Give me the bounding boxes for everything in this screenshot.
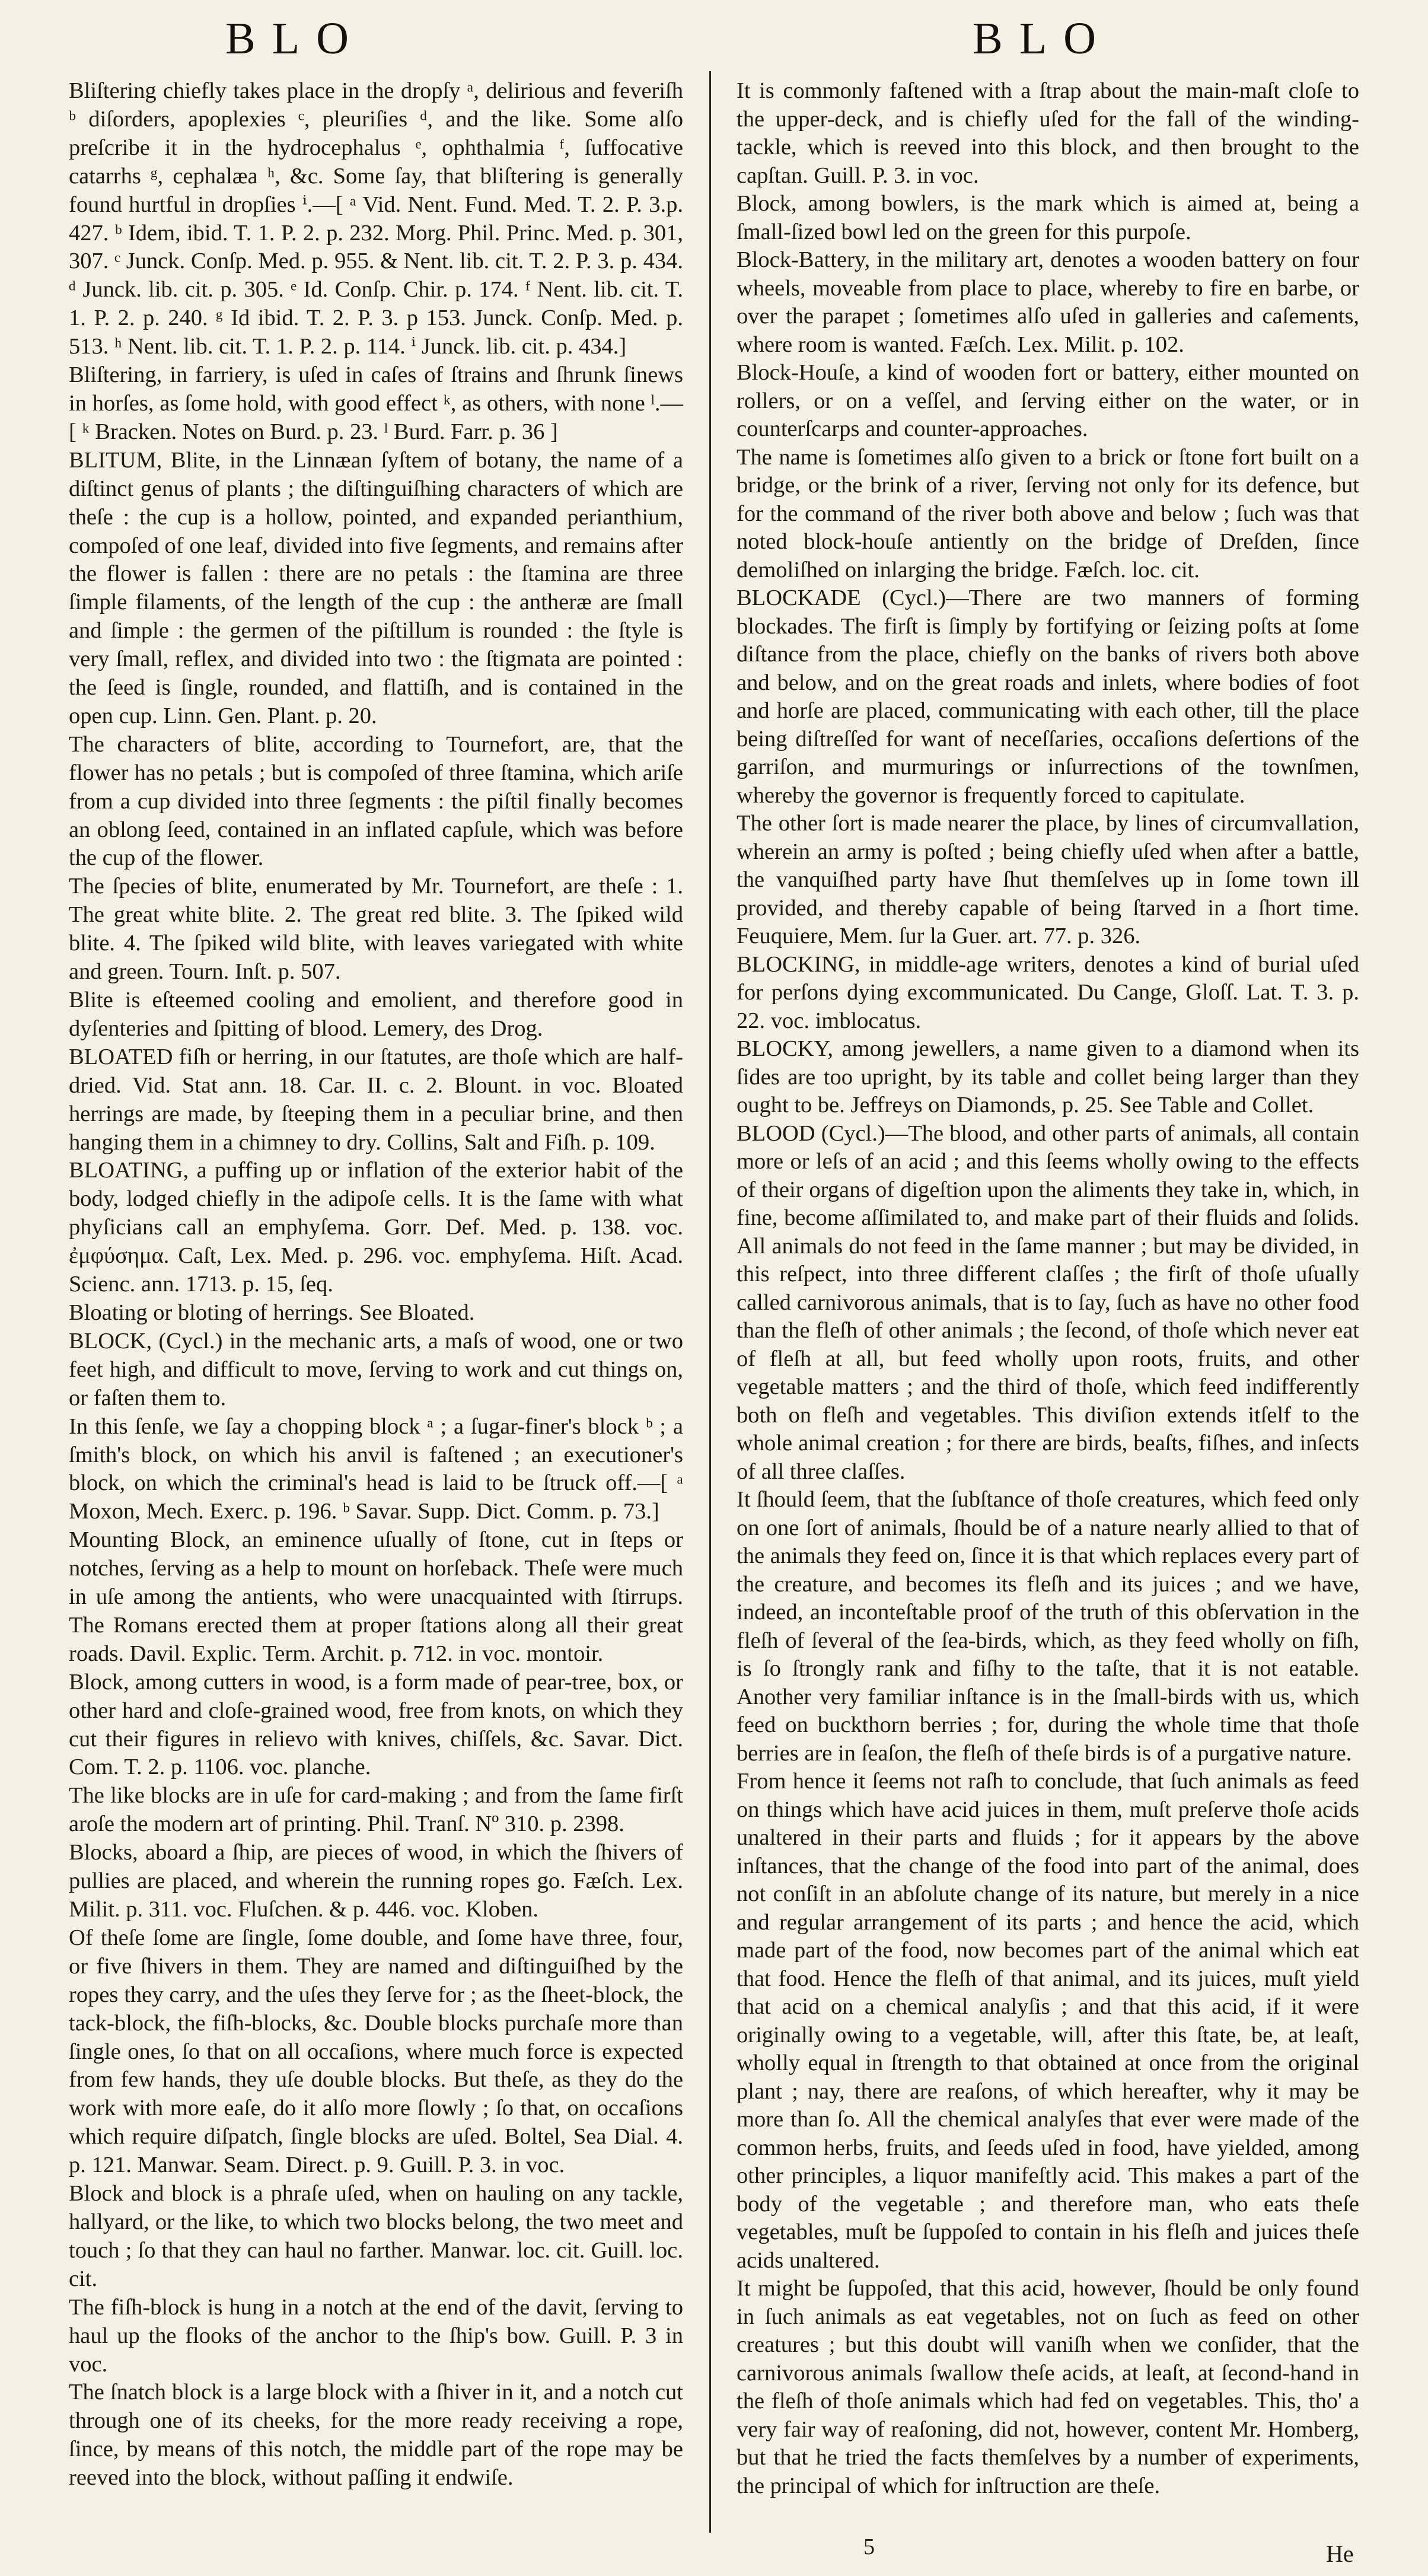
page-headword-right: BLO (973, 14, 1113, 63)
entry-paragraph: Bliſtering chiefly takes place in the dropſy ᵃ, delirious and feveriſh ᵇ diſorders, apoplexies ᶜ, pleuriſies ᵈ, and the like. Some alſo preſcribe it in the hydrocephalus ᵉ, ophthalmia ᶠ, ſuffocative catarrhs ᵍ, cephalæa ʰ, &c. Some ſay, that bliſtering is generally found hurtful in dropſies ⁱ.—[ ᵃ Vid. Nent. Fund. Med. T. 2. P. 3.p. 427. ᵇ Idem, ibid. T. 1. P. 2. p. 232. Morg. Phil. Princ. Med. p. 301, 307. ᶜ Junck. Conſp. Med. p. 955. & Nent. lib. cit. T. 2. P. 3. p. 434. ᵈ Junck. lib. cit. p. 305. ᵉ Id. Conſp. Chir. p. 174. ᶠ Nent. lib. cit. T. 1. P. 2. p. 240. ᵍ Id ibid. T. 2. P. 3. p 153. Junck. Conſp. Med. p. 513. ʰ Nent. lib. cit. T. 1. P. 2. p. 114. ⁱ Junck. lib. cit. p. 434.] (69, 78, 683, 359)
page-headword-left: BLO (225, 14, 365, 63)
entry-paragraph: BLOATED fiſh or herring, in our ſtatutes, are thoſe which are half-dried. Vid. Stat ann. 18. Car. II. c. 2. Blount. in voc. Bloated herrings are made, by ſteeping them in a peculiar brine, and then hanging them in a chimney to dry. Collins, Salt and Fiſh. p. 109. (69, 1044, 683, 1155)
entry-paragraph: Block and block is a phraſe uſed, when on hauling on any tackle, hallyard, or the like, to which two blocks belong, the two meet and touch ; ſo that they can haul no farther. Manwar. loc. cit. Guill. loc. cit. (69, 2181, 683, 2291)
entry-paragraph: Block-Battery, in the military art, denotes a wooden battery on four wheels, moveable from place to place, whereby to fire en barbe, or over the parapet ; ſometimes alſo uſed in galleries and caſements, where room is wanted. Fæſch. Lex. Milit. p. 102. (737, 247, 1359, 357)
entry-paragraph: BLOCKING, in middle-age writers, denotes a kind of burial uſed for perſons dying excommunicated. Du Cange, Gloſſ. Lat. T. 3. p. 22. voc. imblocatus. (737, 951, 1359, 1033)
entry-paragraph: The characters of blite, according to Tournefort, are, that the flower has no petals ; but is compoſed of three ſtamina, which ariſe from a cup divided into three ſegments : the piſtil finally becomes an oblong ſeed, contained in an inflated capſule, which was before the cup of the flower. (69, 731, 683, 871)
entry-paragraph: It might be ſuppoſed, that this acid, however, ſhould be only found in ſuch animals as eat vegetables, not on ſuch as feed on other creatures ; but this doubt will vaniſh when we conſider, that the carnivorous animals ſwallow theſe acids, at leaſt, at ſecond-hand in the fleſh of thoſe animals which had fed on vegetables. This, tho' a very fair way of reaſoning, did not, however, content Mr. Homberg, but that he tried the facts themſelves by a number of experiments, the principal of which for inſtruction are theſe. (737, 2276, 1359, 2498)
entry-paragraph: Block, among bowlers, is the mark which is aimed at, being a ſmall-ſized bowl led on the green for this purpoſe. (737, 191, 1359, 244)
catchword: He (1326, 2540, 1354, 2567)
entry-paragraph: BLOCKY, among jewellers, a name given to a diamond when its ſides are too upright, by its table and collet being larger than they ought to be. Jeffreys on Diamonds, p. 25. See Table and Collet. (737, 1036, 1359, 1117)
entry-paragraph: The fiſh-block is hung in a notch at the end of the davit, ſerving to haul up the flooks of the anchor to the ſhip's bow. Guill. P. 3 in voc. (69, 2294, 683, 2377)
entry-paragraph: From hence it ſeems not raſh to conclude, that ſuch animals as feed on things which have acid juices in them, muſt preſerve thoſe acids unaltered in their parts and fluids ; for it appears by the above inſtances, that the change of the food into part of the animal, does not conſiſt in an abſolute change of its nature, but merely in a nice and regular arrangement of its parts ; and hence the acid, which made part of the food, now becomes part of the animal which eat that food. Hence the fleſh of that animal, and its juices, muſt yield that acid on a chemical analyſis ; and that this acid, if it were originally owing to a vegetable, will, after this ſtate, be, at leaſt, wholly equal in ſtrength to that obtained at once from the original plant ; nay, there are reaſons, of which hereafter, why it may be more than ſo. All the chemical analyſes that ever were made of the common herbs, fruits, and ſeeds uſed in food, have yielded, among other principles, a liquor manifeſtly acid. This makes a part of the body of the vegetable ; and therefore man, who eats theſe vegetables, muſt be ſuppoſed to contain in his fleſh and juices theſe acids unaltered. (737, 1769, 1359, 2273)
entry-paragraph: Mounting Block, an eminence uſually of ſtone, cut in ſteps or notches, ſerving as a help to mount on horſeback. Theſe were much in uſe among the antients, who were unacquainted with ſtirrups. The Romans erected them at proper ſtations along all their great roads. Davil. Explic. Term. Archit. p. 712. in voc. montoir. (69, 1527, 683, 1666)
signature-mark: 5 (863, 2534, 875, 2559)
entry-paragraph: The name is ſometimes alſo given to a brick or ſtone fort built on a bridge, or the brink of a river, ſerving not only for its defence, but for the command of the river both above and below ; ſuch was that noted block-houſe antiently on the bridge of Dreſden, ſince demoliſhed on inlarging the bridge. Fæſch. loc. cit. (737, 444, 1359, 582)
entry-paragraph: In this ſenſe, we ſay a chopping block ᵃ ; a ſugar-finer's block ᵇ ; a ſmith's block, on which his anvil is faſtened ; an executioner's block, on which the criminal's head is laid to be ſtruck off.—[ ᵃ Moxon, Mech. Exerc. p. 196. ᵇ Savar. Supp. Dict. Comm. p. 73.] (69, 1413, 683, 1524)
entry-paragraph: Bliſtering, in farriery, is uſed in caſes of ſtrains and ſhrunk ſinews in horſes, as ſome hold, with good effect ᵏ, as others, with none ˡ.—[ ᵏ Bracken. Notes on Burd. p. 23. ˡ Burd. Farr. p. 36 ] (69, 362, 683, 444)
entry-paragraph: It ſhould ſeem, that the ſubſtance of thoſe creatures, which feed only on one ſort of animals, ſhould be of a nature nearly allied to that of the animals they feed on, ſince it is that which replaces every part of the creature, and becomes its fleſh and its juices ; and we have, indeed, an inconteſtable proof of the truth of this obſervation in the fleſh of ſeveral of the ſea-birds, which, as they feed wholly on fiſh, is ſo ſtrongly rank and fiſhy to the taſte, that it is not eatable. Another very familiar inſtance is in the ſmall-birds with us, which feed on buckthorn berries ; for, during the whole time that thoſe berries are in ſeaſon, the fleſh of theſe birds is of a purgative nature. (737, 1487, 1359, 1766)
entry-paragraph: Block-Houſe, a kind of wooden fort or battery, either mounted on rollers, or on a veſſel, and ſerving either on the water, or in counterſcarps and counter-approaches. (737, 360, 1359, 441)
column-divider (709, 71, 711, 2533)
entry-paragraph: The ſnatch block is a large block with a ſhiver in it, and a notch cut through one of its cheeks, for the more ready receiving a rope, ſince, by means of this notch, the middle part of the rope may be reeved into the block, without paſſing it endwiſe. (69, 2380, 683, 2491)
entry-paragraph: BLOCK, (Cycl.) in the mechanic arts, a maſs of wood, one or two feet high, and difficult to move, ſerving to work and cut things on, or faſten them to. (69, 1328, 683, 1410)
entry-paragraph: The like blocks are in uſe for card-making ; and from the ſame firſt aroſe the modern art of printing. Phil. Tranſ. Nº 310. p. 2398. (69, 1783, 683, 1837)
entry-paragraph: It is commonly faſtened with a ſtrap about the main-maſt cloſe to the upper-deck, and is chiefly uſed for the fall of the winding-tackle, which is reeved into this block, and then brought to the capſtan. Guill. P. 3. in voc. (737, 78, 1359, 188)
entry-paragraph: The ſpecies of blite, enumerated by Mr. Tournefort, are theſe : 1. The great white blite. 2. The great red blite. 3. The ſpiked wild blite. 4. The ſpiked wild blite, with leaves variegated with white and green. Tourn. Inſt. p. 507. (69, 874, 683, 985)
entry-paragraph: BLOCKADE (Cycl.)—There are two manners of forming blockades. The firſt is ſimply by fortifying or ſeizing poſts at ſome diſtance from the place, chiefly on the banks of rivers both above and below, and on the great roads and inlets, where bodies of foot and horſe are placed, communicating with each other, till the place being diſtreſſed for want of neceſſaries, occaſions deſertions of the garriſon, and murmurings or inſurrections of the townſmen, whereby the governor is frequently forced to capitulate. (737, 585, 1359, 808)
right-column (737, 77, 1359, 2500)
entry-paragraph: The other ſort is made nearer the place, by lines of circumvallation, wherein an army is poſted ; being chiefly uſed when after a battle, the vanquiſhed party have ſhut themſelves up in ſome town ill provided, and thereby capable of being ſtarved in a ſhort time. Feuquiere, Mem. ſur la Guer. art. 77. p. 326. (737, 811, 1359, 948)
entry-paragraph: Blite is eſteemed cooling and emolient, and therefore good in dyſenteries and ſpitting of blood. Lemery, des Drog. (69, 988, 683, 1041)
entry-paragraph: BLOOD (Cycl.)—The blood, and other parts of animals, all contain more or leſs of an acid ; and this ſeems wholly owing to the effects of their organs of digeſtion upon the aliments they take in, which, in fine, become aſſimilated to, and make part of their fluids and ſolids. All animals do not feed in the ſame manner ; but may be divided, in this reſpect, into three different claſſes ; the firſt of thoſe uſually called carnivorous animals, that is to ſay, ſuch as have no other food than the fleſh of other animals ; the ſecond, of thoſe which never eat of fleſh at all, but feed wholly upon roots, fruits, and other vegetable matters ; and the third of thoſe, which feed indifferently both on fleſh and vegetables. This diviſion extends itſelf to the whole animal creation ; for there are birds, beaſts, fiſhes, and inſects of all three claſſes. (737, 1120, 1359, 1484)
entry-paragraph: BLITUM, Blite, in the Linnæan ſyſtem of botany, the name of a diſtinct genus of plants ; the diſtinguiſhing characters of which are theſe : the cup is a hollow, pointed, and expanded perianthium, compoſed of one leaf, divided into five ſegments, and remains after the flower is fallen : there are no petals : the ſtamina are three ſimple filaments, of the length of the cup : the antheræ are ſmall and ſimple : the germen of the piſtillum is rounded : the ſtyle is very ſmall, reflex, and divided into two : the ſtigmata are pointed : the ſeed is ſingle, rounded, and flattiſh, and is contained in the open cup. Linn. Gen. Plant. p. 20. (69, 447, 683, 728)
entry-paragraph: Of theſe ſome are ſingle, ſome double, and ſome have three, four, or five ſhivers in them. They are named and diſtinguiſhed by the ropes they carry, and the uſes they ſerve for ; as the ſheet-block, the tack-block, the fiſh-blocks, &c. Double blocks purchaſe more than ſingle ones, ſo that on all occaſions, where much force is expected from few hands, they uſe double blocks. But theſe, as they do the work with more eaſe, do it alſo more ſlowly ; ſo that, on occaſions which require diſpatch, ſingle blocks are uſed. Boltel, Sea Dial. 4. p. 121. Manwar. Seam. Direct. p. 9. Guill. P. 3. in voc. (69, 1925, 683, 2178)
left-column (69, 77, 683, 2492)
entry-paragraph: Blocks, aboard a ſhip, are pieces of wood, in which the ſhivers of pullies are placed, and wherein the running ropes go. Fæſch. Lex. Milit. p. 311. voc. Fluſchen. & p. 446. voc. Kloben. (69, 1840, 683, 1922)
entry-paragraph: Block, among cutters in wood, is a form made of pear-tree, box, or other hard and cloſe-grained wood, free from knots, on which they cut their figures in relievo with knives, chiſſels, &c. Savar. Dict. Com. T. 2. p. 1106. voc. planche. (69, 1669, 683, 1780)
entry-paragraph: Bloating or bloting of herrings. See Bloated. (69, 1300, 475, 1325)
entry-paragraph: BLOATING, a puffing up or inflation of the exterior habit of the body, lodged chiefly in the adipoſe cells. It is the ſame with what phyſicians call an emphyſema. Gorr. Def. Med. p. 138. voc. ἐμφύσημα. Caſt, Lex. Med. p. 296. voc. emphyſema. Hiſt. Acad. Scienc. ann. 1713. p. 15, ſeq. (69, 1158, 683, 1297)
